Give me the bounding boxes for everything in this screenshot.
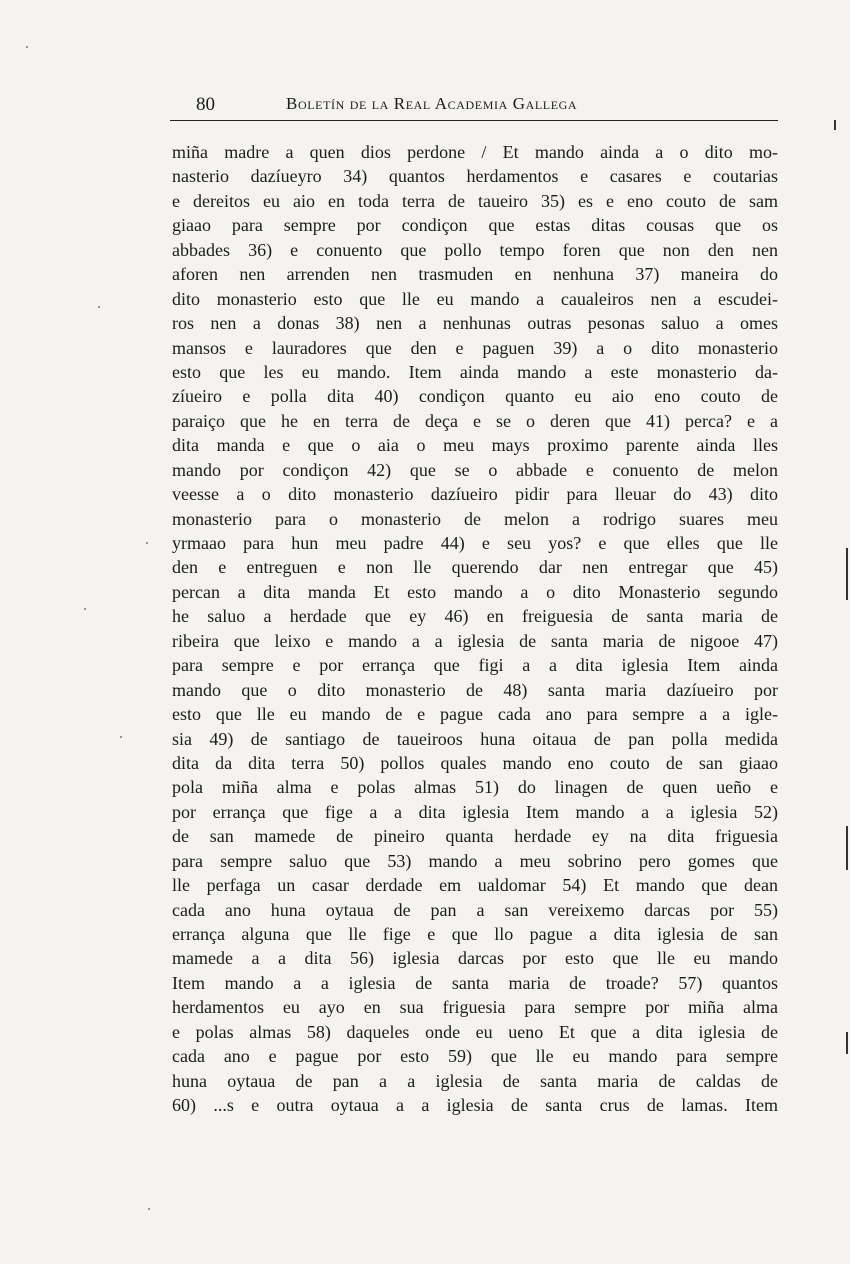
text-line: zíueiro e polla dita 40) condiçon quanto eu aio eno couto de [172,386,778,407]
text-line: 60) ...s e outra oytaua a a iglesia de santa crus de lamas. Item [172,1095,778,1116]
text-line: para sempre saluo que 53) mando a meu sobrino pero gomes que [172,850,778,871]
text-line: cada ano e pague por esto 59) que lle eu mando para sempre [172,1046,778,1067]
running-title: Boletín de la Real Academia Gallega [286,94,578,113]
text-line: esto que les eu mando. Item ainda mando a este monasterio da- [172,361,778,382]
body-text [172,140,778,1118]
text-line: ribeira que leixo e mando a a iglesia de santa maria de nigooe 47) [172,630,778,651]
text-line: den e entreguen e non lle querendo dar nen entregar que 45) [172,557,778,578]
text-line: veesse a o dito monasterio dazíueiro pidir para lleuar do 43) dito [172,484,778,505]
text-line: monasterio para o monasterio de melon a rodrigo suares meu [172,508,778,529]
text-line: ros nen a donas 38) nen a nenhunas outras pesonas saluo a omes [172,313,778,334]
text-line: giaao para sempre por condiçon que estas ditas cousas que os [172,215,778,236]
speck [148,1208,150,1210]
text-line: yrmaao para hun meu padre 44) e seu yos? e que elles que lle [172,533,778,553]
speck [84,608,86,610]
text-line: dita da dita terra 50) pollos quales mando eno couto de san giaao [172,752,778,773]
text-line: por errança que fige a a dita iglesia Item mando a a iglesia 52) [172,801,778,822]
speck [120,736,122,738]
text-line: paraiço que he en terra de deça e se o deren que 41) perca? e a [172,410,778,431]
text-line: aforen nen arrenden nen trasmuden en nenhuna 37) maneira do [172,264,778,285]
margin-mark [846,1032,848,1054]
speck [26,46,28,48]
text-line: huna oytaua de pan a a iglesia de santa maria de caldas de [172,1070,778,1091]
speck [98,306,100,308]
text-line: sia 49) de santiago de taueiroos huna oitaua de pan polla medida [172,728,778,749]
text-line: Item mando a a iglesia de santa maria de troade? 57) quantos [172,972,778,993]
header-rule [170,120,778,121]
margin-mark [846,548,848,600]
text-line: de san mamede de pineiro quanta herdade ey na dita friguesia [172,826,778,847]
text-line: he saluo a herdade que ey 46) en freiguesia de santa maria de [172,606,778,627]
text-line: mamede a a dita 56) iglesia darcas por esto que lle eu mando [172,948,778,969]
text-line: mando que o dito monasterio de 48) santa maria dazíueiro por [172,679,778,700]
page-number: 80 [196,94,215,115]
text-line: e polas almas 58) daqueles onde eu ueno Et que a dita iglesia de [172,1021,778,1042]
text-line: e dereitos eu aio en toda terra de taueiro 35) es e eno couto de sam [172,190,778,211]
text-line: errança alguna que lle fige e que llo pague a dita iglesia de san [172,924,778,944]
speck [146,542,148,544]
text-line: para sempre e por errança que figi a a dita iglesia Item ainda [172,655,778,676]
text-line: herdamentos eu ayo en sua friguesia para sempre por miña alma [172,997,778,1018]
text-line: abbades 36) e conuento que pollo tempo foren que non den nen [172,239,778,260]
text-line: nasterio dazíueyro 34) quantos herdamentos e casares e coutarias [172,166,778,187]
margin-mark [834,120,836,130]
page-header [190,92,778,120]
text-line: lle perfaga un casar derdade em ualdomar 54) Et mando que dean [172,875,778,896]
text-line: esto que lle eu mando de e pague cada ano para sempre a a igle- [172,704,778,725]
text-line: percan a dita manda Et esto mando a o dito Monasterio segundo [172,581,778,602]
margin-mark [846,826,848,870]
text-line: cada ano huna oytaua de pan a san vereixemo darcas por 55) [172,899,778,920]
text-line: pola miña alma e polas almas 51) do linagen de quen ueño e [172,777,778,798]
text-line: miña madre a quen dios perdone / Et mando ainda a o dito mo- [172,142,778,162]
text-line: dito monasterio esto que lle eu mando a caualeiros nen a escudei- [172,288,778,309]
text-line: mando por condiçon 42) que se o abbade e conuento de melon [172,459,778,480]
text-line: dita manda e que o aia o meu mays proximo parente ainda lles [172,435,778,456]
text-line: mansos e lauradores que den e paguen 39) a o dito monasterio [172,337,778,358]
